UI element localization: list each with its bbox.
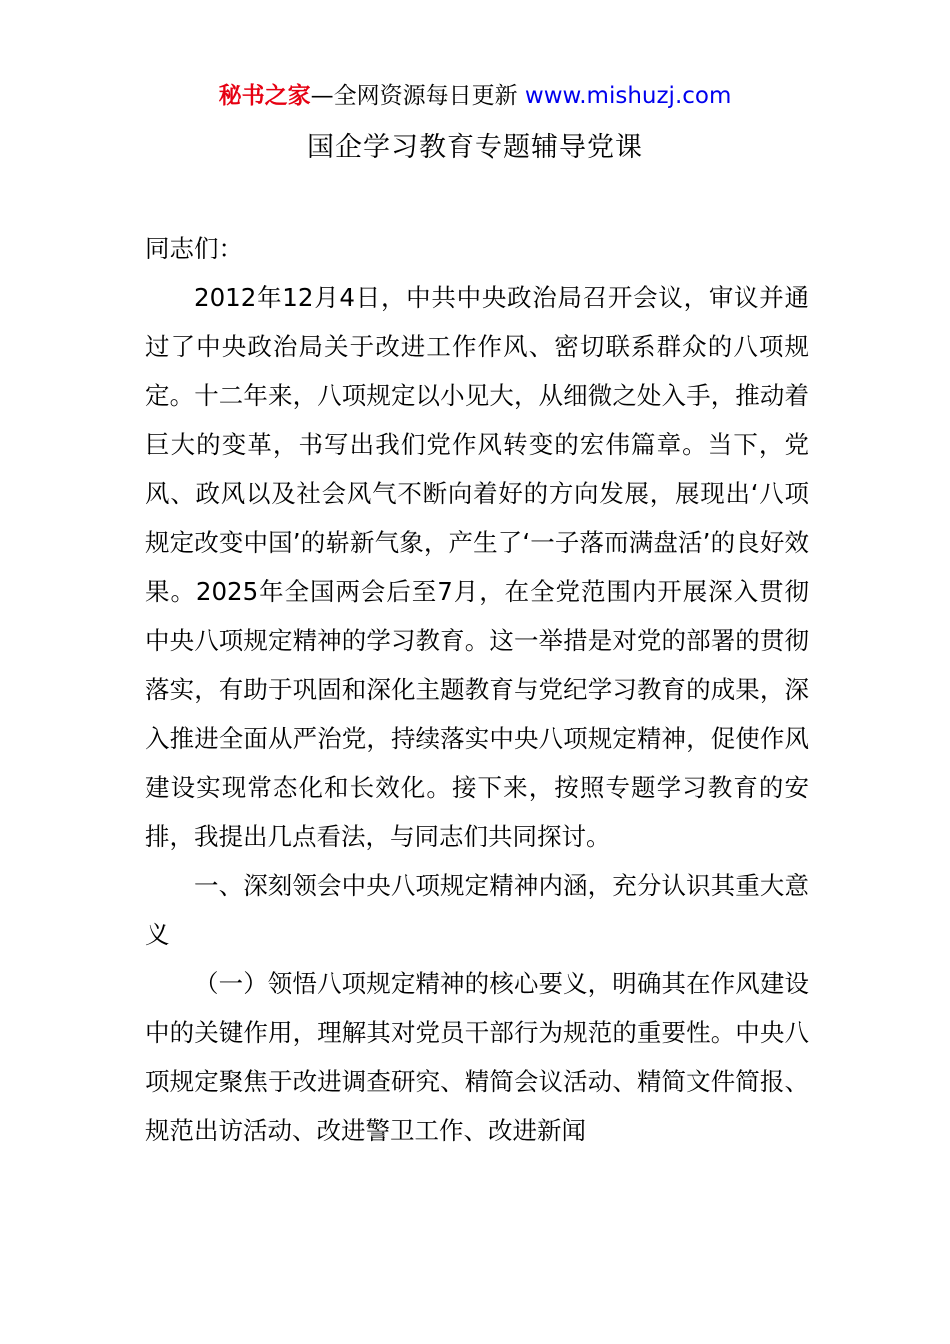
paragraph-subsection-1: （一）领悟八项规定精神的核心要义，明确其在作风建设中的关键作用，理解其对党员干部行为规范的重要性。中央八项规定聚焦于改进调查研究、精简会议活动、精简文件简报、规范出访活动、改进警卫工作、改进新闻	[145, 969, 809, 1145]
site-tagline: —全网资源每日更新	[310, 83, 525, 109]
paragraph-intro: 2012年12月4日，中共中央政治局召开会议，审议并通过了中央政治局关于改进工作作风、密切联系群众的八项规定。十二年来，八项规定以小见大，从细微之处入手，推动着巨大的变革，书写出我们党作风转变的宏伟篇章。当下，党风、政风以及社会风气不断向着好的方向发展，展现出‘八项规定改变中国’的崭新气象，产生了‘一子落而满盘活’的良好效果。2025年全国两会后至7月，在全党范围内开展深入贯彻中央八项规定精神的学习教育。这一举措是对党的部署的贯彻落实，有助于巩固和深化主题教育与党纪学习教育的成果，深入推进全面从严治党，持续落实中央八项规定精神，促使作风建设实现常态化和长效化。接下来，按照专题学习教育的安排，我提出几点看法，与同志们共同探讨。	[145, 283, 809, 851]
site-brand: 秘书之家	[218, 83, 311, 109]
site-header	[0, 78, 950, 114]
document-title: 国企学习教育专题辅导党课	[307, 132, 643, 163]
salutation: 同志们：	[145, 234, 243, 263]
section-heading-1: 一、深刻领会中央八项规定精神内涵，充分认识其重大意义	[145, 871, 809, 949]
document-body	[145, 224, 809, 1155]
site-url-link[interactable]: www.mishuzj.com	[524, 83, 732, 109]
